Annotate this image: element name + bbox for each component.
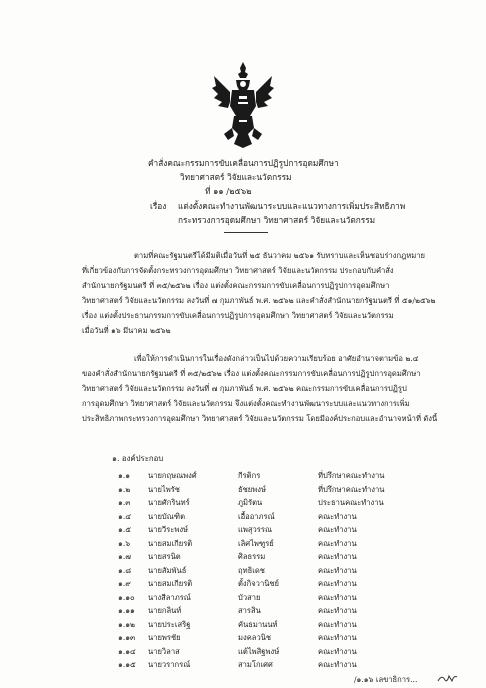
member-number: ๑.๗ (118, 552, 131, 561)
paragraph-1-line: ตามที่คณะรัฐมนตรีได้มีมติเมื่อวันที่ ๒๕ ธันวาคม ๒๕๖๑ รับทราบและเห็นชอบร่างกฎหมาย (134, 251, 425, 260)
member-row (0, 565, 486, 579)
member-role: ที่ปรึกษาคณะทำงาน (318, 484, 385, 494)
member-last-name: ภูมิรัตน (238, 498, 263, 507)
member-row (0, 578, 486, 592)
member-last-name: บัวสาย (238, 592, 261, 602)
member-first-name: นายศักรินทร์ (148, 498, 190, 507)
member-first-name: นายวีระพงษ์ (148, 525, 189, 534)
member-number: ๑.๒ (118, 484, 131, 494)
continuation-note: /๑.๑๖ เลขาธิการ... (354, 675, 418, 684)
member-number: ๑.๑๒ (118, 619, 136, 629)
member-number: ๑.๑๓ (118, 633, 136, 642)
member-row (0, 538, 486, 552)
member-last-name: สามโกเศศ (238, 660, 273, 669)
member-role: คณะทำงาน (318, 525, 357, 534)
member-first-name: นายบัณฑิต (148, 511, 186, 521)
member-number: ๑.๙ (118, 579, 131, 588)
member-role: คณะทำงาน (318, 646, 357, 656)
order-number: ที่ ๑๑ /๒๕๖๒ (205, 186, 252, 196)
member-last-name: ธัชยพงษ์ (238, 484, 266, 494)
garuda-emblem-icon (212, 62, 274, 148)
member-role: คณะทำงาน (318, 592, 357, 602)
member-row (0, 524, 486, 538)
member-row (0, 592, 486, 606)
member-row (0, 484, 486, 498)
member-role: คณะทำงาน (318, 660, 357, 669)
member-first-name: นายวิลาส (148, 646, 180, 656)
member-number: ๑.๕ (118, 525, 131, 534)
member-row (0, 497, 486, 511)
member-role: คณะทำงาน (318, 633, 357, 642)
member-first-name: นายพรชัย (148, 633, 181, 642)
member-role: คณะทำงาน (318, 565, 357, 575)
member-first-name: นายประเสริฐ (148, 619, 191, 629)
member-role: ประธานคณะทำงาน (318, 498, 384, 507)
member-row (0, 619, 486, 633)
paragraph-2-line: ประสิทธิภาพกระทรวงการอุดมศึกษา วิทยาศาสตร์ วิจัยและนวัตกรรม โดยมีองค์ประกอบและอำนาจหน้าที่ ดังนี้ (82, 414, 438, 423)
member-number: ๑.๓ (118, 498, 131, 507)
paragraph-2-line: การอุดมศึกษา วิทยาศาสตร์ วิจัยและนวัตกรรม จึงแต่งตั้งคณะทำงานพัฒนาระบบและแนวทางการเพิ่ม (82, 399, 410, 408)
member-last-name: แต้ไพสิฐพงษ์ (238, 646, 280, 656)
member-role: คณะทำงาน (318, 511, 357, 521)
member-last-name: ฤทธิเดช (238, 565, 265, 575)
member-row (0, 470, 486, 484)
member-number: ๑.๔ (118, 511, 131, 521)
member-last-name: คันธมานนท์ (238, 619, 278, 629)
paragraph-2 (82, 351, 437, 426)
order-title: คำสั่งคณะกรรมการขับเคลื่อนการปฏิรูปการอุดมศึกษา (148, 158, 339, 168)
member-row (0, 551, 486, 565)
member-last-name: มงคลวนิช (238, 633, 272, 642)
paragraph-1-line: เรื่อง แต่งตั้งประธานกรรมการขับเคลื่อนการปฏิรูปการอุดมศึกษา วิทยาศาสตร์ วิจัยและนวัตกรรม (82, 311, 394, 320)
subject-line1: แต่งตั้งคณะทำงานพัฒนาระบบและแนวทางการเพิ่มประสิทธิภาพ (178, 201, 406, 211)
member-role: คณะทำงาน (318, 619, 357, 629)
member-last-name: ตั้งกิจวานิชย์ (238, 579, 280, 588)
member-first-name: นางสีลาภรณ์ (148, 592, 191, 602)
paragraph-1-line: ที่เกี่ยวข้องกับการจัดตั้งกระทรวงการอุดมศึกษา วิทยาศาสตร์ วิจัยและนวัตกรรม ประกอบกับคำสั่ง (82, 266, 394, 275)
member-number: ๑.๘ (118, 565, 132, 575)
member-number: ๑.๑ (118, 471, 131, 480)
member-last-name: สารสิน (238, 606, 261, 615)
member-last-name: ศิลธรรม (238, 552, 266, 561)
member-number: ๑.๑๑ (118, 606, 135, 615)
member-last-name: กีรติกร (238, 471, 261, 480)
header-divider (224, 232, 268, 233)
member-number: ๑.๖ (118, 538, 131, 548)
paragraph-1-line: วิทยาศาสตร์ วิจัยและนวัตกรรม ลงวันที่ ๗ กุมภาพันธ์ พ.ศ. ๒๕๖๒ และคำสั่งสำนักนายกรัฐมนตรี ที่ ๕๑/๒๕๖๒ (82, 296, 436, 305)
member-role: คณะทำงาน (318, 579, 357, 588)
member-first-name: นายสรนิต (148, 552, 181, 561)
member-last-name: แพสุวรรณ (238, 525, 273, 534)
member-row (0, 632, 486, 646)
member-row (0, 605, 486, 619)
section-title: ๑. องค์ประกอบ (112, 454, 164, 463)
member-last-name: เลิศไพฑูรย์ (238, 538, 274, 548)
paragraph-2-line: วิทยาศาสตร์ วิจัยและนวัตกรรม ลงวันที่ ๗ กุมภาพันธ์ พ.ศ. ๒๕๖๒ คณะกรรมการขับเคลื่อนการปฏิรูป (82, 384, 407, 393)
member-first-name: นายกลินท์ (148, 606, 182, 615)
member-first-name: นายกฤษณพงศ์ (148, 471, 197, 480)
member-last-name: เอื้ออาภรณ์ (238, 511, 275, 521)
paragraph-1 (82, 248, 436, 338)
paragraph-1-line: สำนักนายกรัฐมนตรี ที่ ๓๕/๒๕๖๒ เรื่อง แต่งตั้งคณะกรรมการขับเคลื่อนการปฏิรูปการอุดมศึกษา (82, 281, 390, 290)
member-first-name: นายวรากรณ์ (148, 660, 191, 669)
member-number: ๑.๑๕ (118, 660, 136, 669)
member-first-name: นายสัมพันธ์ (148, 565, 187, 575)
subject-label: เรื่อง (150, 201, 167, 211)
member-first-name: นายไพรัช (148, 484, 180, 494)
member-number: ๑.๑๔ (118, 646, 136, 656)
member-role: คณะทำงาน (318, 538, 357, 548)
paragraph-2-line: ของคำสั่งสำนักนายกรัฐมนตรี ที่ ๓๕/๒๕๖๒ เรื่อง แต่งตั้งคณะกรรมการขับเคลื่อนการปฏิรูปการอุดมศึกษา (82, 369, 421, 378)
member-row (0, 511, 486, 525)
member-first-name: นายสมเกียรติ (148, 538, 193, 548)
order-title-line2: วิทยาศาสตร์ วิจัยและนวัตกรรม (180, 172, 292, 182)
member-first-name: นายสมเกียรติ (148, 579, 193, 588)
member-number: ๑.๑๐ (118, 592, 135, 602)
handwritten-initials (436, 672, 458, 684)
member-role: คณะทำงาน (318, 606, 357, 615)
subject-line2: กระทรวงการอุดมศึกษา วิทยาศาสตร์ วิจัยและนวัตกรรม (178, 215, 376, 225)
member-row (0, 646, 486, 660)
member-row (0, 659, 486, 673)
member-role: คณะทำงาน (318, 552, 357, 561)
paragraph-1-line: เมื่อวันที่ ๑๖ มีนาคม ๒๕๖๒ (82, 326, 171, 335)
member-role: ที่ปรึกษาคณะทำงาน (318, 471, 385, 480)
paragraph-2-line: เพื่อให้การดำเนินการในเรื่องดังกล่าวเป็นไปด้วยความเรียบร้อย อาศัยอำนาจตามข้อ ๒.๔ (134, 354, 419, 363)
